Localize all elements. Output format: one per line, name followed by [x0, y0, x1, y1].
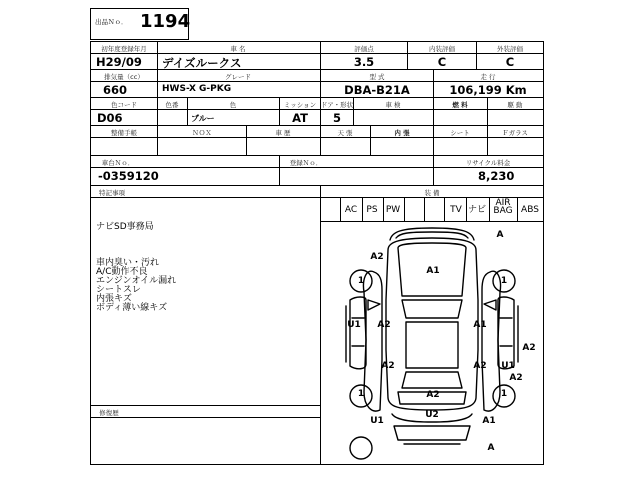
- mileage-label: 走 行: [480, 73, 496, 81]
- registration-label: 登録Ｎｏ．: [289, 159, 323, 167]
- lot-number-label: 出品Ｎｏ．: [95, 18, 128, 26]
- chassis-label: 車台Ｎｏ．: [101, 159, 135, 167]
- glass-label: Ｆガラス: [502, 129, 528, 137]
- remark-line: 内張キズ: [96, 294, 132, 304]
- remarks-label: 特記事項: [99, 189, 125, 197]
- recycle-label: リサイクル料金: [465, 159, 511, 167]
- interior-value: C: [437, 55, 447, 69]
- equipment-label: 装 備: [424, 189, 440, 197]
- damage-mark: U2: [425, 410, 439, 420]
- mission-value: AT: [292, 111, 308, 125]
- damage-mark: 1: [357, 276, 365, 286]
- upholstery-label: 内 張: [394, 129, 410, 137]
- damage-mark: U1: [501, 361, 515, 371]
- equip-tv: TV: [450, 205, 462, 215]
- damage-mark: U1: [370, 416, 384, 426]
- car-name-label: 車 名: [230, 45, 246, 53]
- first-reg-label: 初年度登録年月: [101, 45, 147, 53]
- lot-number: 1194: [140, 11, 191, 32]
- damage-mark: 1: [500, 389, 508, 399]
- equip-ps: PS: [366, 205, 378, 215]
- exterior-value: C: [505, 55, 515, 69]
- damage-mark: A2: [509, 373, 523, 383]
- equip-airbag: AIR BAG: [493, 198, 513, 216]
- manual-label: 整備手帳: [111, 129, 137, 137]
- damage-mark: A2: [522, 343, 536, 353]
- color-value: ブルー: [191, 114, 215, 123]
- remark-line: シートスレ: [96, 285, 141, 295]
- interior-label: 内装評価: [429, 45, 455, 53]
- model-label: 型 式: [369, 73, 385, 81]
- remark-line: ナビSD事務局: [96, 222, 154, 232]
- damage-mark: A1: [482, 416, 496, 426]
- damage-mark: A2: [473, 361, 487, 371]
- damage-mark: A2: [426, 390, 440, 400]
- nox-label: ＮＯＸ: [192, 129, 212, 137]
- equip-ac: AC: [344, 205, 358, 215]
- recycle-value: 8,230: [478, 169, 515, 183]
- remark-line: ボディ薄い線キズ: [96, 303, 168, 313]
- doors-label: ドア・形状: [320, 101, 354, 109]
- fuel-label: 燃 料: [452, 101, 468, 109]
- equip-navi: ナビ: [467, 205, 487, 215]
- damage-mark: A1: [473, 320, 487, 330]
- doors-value: 5: [332, 111, 342, 125]
- color-code-value: D06: [97, 111, 123, 125]
- repair-label: 修復歴: [99, 409, 119, 417]
- displacement-value: 660: [103, 83, 128, 97]
- damage-mark: A2: [370, 252, 384, 262]
- remark-line: エンジンオイル漏れ: [96, 276, 177, 286]
- model-value: DBA-B21A: [344, 83, 410, 97]
- damage-mark: U1: [347, 320, 361, 330]
- seat-label: シート: [450, 129, 470, 137]
- damage-mark: A2: [381, 361, 395, 371]
- mileage-value: 106,199 Km: [449, 83, 527, 97]
- drive-label: 駆 動: [507, 101, 523, 109]
- equip-pw: PW: [385, 205, 401, 215]
- sunroof-label: 天 張: [337, 129, 353, 137]
- first-reg-value: H29/09: [96, 55, 142, 69]
- damage-mark: A: [487, 443, 495, 453]
- damage-mark: A: [496, 230, 504, 240]
- score-label: 評価点: [354, 45, 374, 53]
- mission-label: ミッション: [283, 101, 317, 109]
- damage-mark: A2: [377, 320, 391, 330]
- exterior-label: 外装評価: [497, 45, 523, 53]
- car-name-value: デイズルークス: [162, 56, 242, 70]
- history-label: 車 歴: [275, 129, 291, 137]
- remark-line: A/C動作不良: [96, 267, 148, 277]
- remark-line: 車内臭い・汚れ: [96, 258, 160, 268]
- inspection-label: 車 検: [385, 101, 401, 109]
- displacement-label: 排気量（cc）: [104, 73, 144, 81]
- grade-value: HWS-X G-PKG: [162, 84, 232, 94]
- grade-label: グレード: [225, 73, 251, 81]
- damage-mark: 1: [357, 389, 365, 399]
- color-code-label: 色コード: [111, 101, 137, 109]
- damage-mark: A1: [426, 266, 440, 276]
- equip-abs: ABS: [521, 205, 539, 215]
- score-value: 3.5: [353, 55, 375, 69]
- chassis-value: -0359120: [98, 169, 159, 183]
- damage-mark: 1: [500, 276, 508, 286]
- color-label: 色: [229, 101, 237, 109]
- color-no-label: 色番: [165, 101, 179, 109]
